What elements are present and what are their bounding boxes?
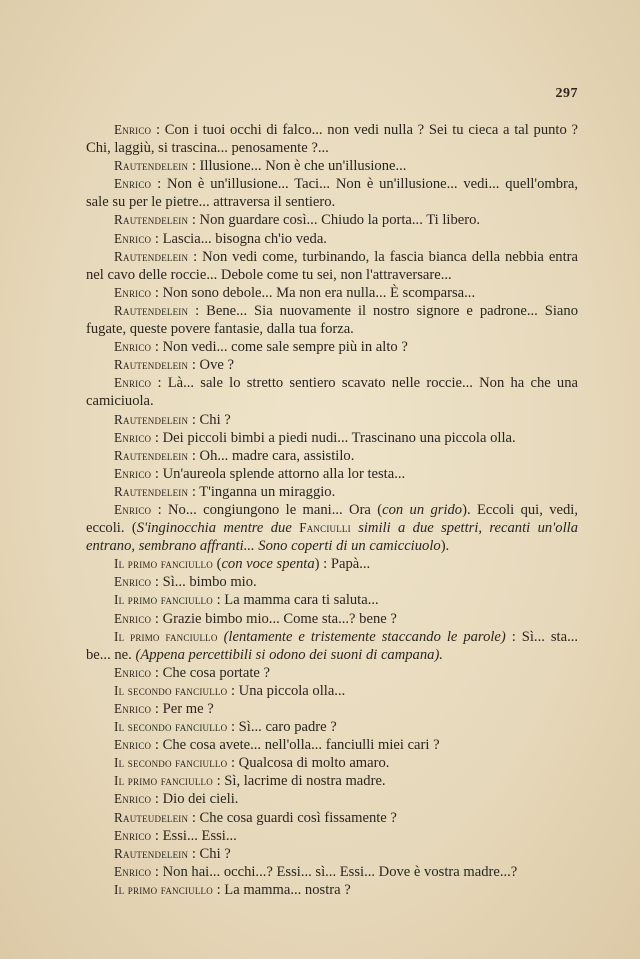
dialogue-line <box>86 790 578 808</box>
speaker-name: Rautendelein <box>114 483 189 499</box>
stage-direction: (Appena percettibili si odono dei suoni di campana). <box>135 646 443 663</box>
dialogue-line <box>86 429 578 447</box>
line-text: : No... congiungono le mani... Ora ( <box>151 501 383 518</box>
dialogue-line <box>86 700 578 718</box>
line-text: : Oh... madre cara, assistilo. <box>188 447 355 464</box>
line-text: : Sì... bimbo mio. <box>151 574 257 591</box>
dialogue-line <box>86 628 578 664</box>
line-text: : Bene... Sia nuovamente il nostro signore e padrone... Siano fugate, queste povere fantasie, dalla tua forza. <box>86 302 578 338</box>
dialogue-line <box>86 736 578 754</box>
speaker-name: Il primo fanciullo <box>114 628 218 644</box>
line-text: : Grazie bimbo mio... Come sta...? bene ? <box>151 610 397 627</box>
speaker-name: Enrico <box>114 827 152 843</box>
dialogue-line <box>86 302 578 338</box>
line-text: : La mamma... nostra ? <box>212 881 351 898</box>
speaker-name: Il primo fanciullo <box>114 881 213 897</box>
dialogue-line <box>86 772 578 790</box>
line-text: : Dio dei cieli. <box>151 791 239 808</box>
dialogue-line <box>86 610 578 628</box>
speaker-name: Enrico <box>114 339 152 355</box>
dialogue-line <box>86 754 578 772</box>
speaker-name: Rautendelein <box>114 411 189 427</box>
dialogue-line <box>86 718 578 736</box>
dialogue-line <box>86 121 578 157</box>
dialogue-line <box>86 573 578 591</box>
line-text: : Non sono debole... Ma non era nulla... È scomparsa... <box>151 284 476 301</box>
stage-direction: simili a due spettri, recanti un'olla entrano, sembrano affranti... Sono coperti di un camicciuolo <box>86 520 578 555</box>
speaker-name: Rautendelein <box>114 248 189 264</box>
line-text: ) : Papà... <box>314 556 371 573</box>
line-text: : Ove ? <box>188 357 234 374</box>
dialogue-line <box>86 447 578 465</box>
line-text: : Un'aureola splende attorno alla lor testa... <box>151 465 406 482</box>
speaker-name: Enrico <box>114 375 152 391</box>
line-text: : Chi ? <box>188 411 231 428</box>
speaker-name: Il primo fanciullo <box>114 592 213 608</box>
line-text: : Non hai... occhi...? Essi... sì... Essi... Dove è vostra madre...? <box>151 863 518 880</box>
dialogue-line <box>86 827 578 845</box>
speaker-name: Il secondo fanciullo <box>114 755 228 771</box>
line-text: : Dei piccoli bimbi a piedi nudi... Trascinano una piccola olla. <box>151 429 516 446</box>
dialogue-line <box>86 591 578 609</box>
speaker-name: Rautendelein <box>114 447 189 463</box>
dialogue-text <box>86 121 578 899</box>
speaker-name: Enrico <box>114 664 152 680</box>
line-text: : Non guardare così... Chiudo la porta... Ti libero. <box>188 212 481 229</box>
stage-direction: (lentamente e tristemente staccando le parole) <box>223 628 506 645</box>
dialogue-line <box>86 845 578 863</box>
speaker-name: Rautendelein <box>114 357 189 373</box>
dialogue-line <box>86 682 578 700</box>
page-number: 297 <box>555 86 578 101</box>
dialogue-line <box>86 374 578 410</box>
line-text: : Non è un'illusione... Taci... Non è un'illusione... vedi... quell'ombra, sale su per le pietre... attraversa il sentiero. <box>86 176 578 211</box>
line-text: : Lascia... bisogna ch'io veda. <box>151 230 327 247</box>
speaker-name: Fanciulli <box>299 520 351 536</box>
speaker-name: Enrico <box>114 122 152 137</box>
speaker-name: Enrico <box>114 791 152 807</box>
speaker-name: Il secondo fanciullo <box>114 719 228 735</box>
dialogue-line <box>86 664 578 682</box>
line-text: : Con i tuoi occhi di falco... non vedi nulla ? Sei tu cieca a tal punto ? Chi, laggiù, si trascina... penosamente ?... <box>86 122 578 157</box>
speaker-name: Enrico <box>114 501 152 517</box>
speaker-name: Enrico <box>114 230 152 246</box>
stage-direction: con voce spenta <box>221 556 315 573</box>
dialogue-line <box>86 157 578 175</box>
dialogue-line <box>86 863 578 881</box>
dialogue-line <box>86 175 578 211</box>
speaker-name: Enrico <box>114 701 152 716</box>
line-text: : Là... sale lo stretto sentiero scavato nelle roccie... Non ha che una camiciuola. <box>86 375 578 410</box>
line-text: : T'inganna un miraggio. <box>188 483 336 500</box>
dialogue-line <box>86 465 578 483</box>
speaker-name: Enrico <box>114 737 152 753</box>
speaker-name: Rautendelein <box>114 212 189 228</box>
dialogue-line <box>86 284 578 302</box>
line-text: : Che cosa avete... nell'olla... fanciulli miei cari ? <box>151 737 440 754</box>
stage-direction: con un grido <box>382 501 463 518</box>
line-text: : Chi ? <box>188 845 231 862</box>
dialogue-line <box>86 483 578 501</box>
speaker-name: Il secondo fanciullo <box>114 682 228 698</box>
dialogue-line <box>86 211 578 229</box>
line-text: ( <box>212 556 222 573</box>
line-text: : Sì... caro padre ? <box>227 719 337 736</box>
line-text: ). <box>440 538 450 555</box>
speaker-name: Enrico <box>114 610 152 626</box>
speaker-name: Il primo fanciullo <box>114 773 213 789</box>
dialogue-line <box>86 411 578 429</box>
speaker-name: Enrico <box>114 284 152 300</box>
line-text: : Una piccola olla... <box>227 682 346 699</box>
line-text: : Sì, lacrime di nostra madre. <box>212 773 386 790</box>
dialogue-line <box>86 356 578 374</box>
stage-direction: S'inginocchia mentre due <box>136 520 300 537</box>
speaker-name: Rautendelein <box>114 158 189 174</box>
line-text: : Non vedi come, turbinando, la fascia bianca della nebbia entra nel cavo delle roccie... Debole come tu sei, non l'attraversare... <box>86 248 578 283</box>
dialogue-line <box>86 809 578 827</box>
line-text: ). Eccoli qui, vedi, eccoli. ( <box>86 501 578 537</box>
speaker-name: Enrico <box>114 465 152 481</box>
speaker-name: Rauteudelein <box>114 809 189 825</box>
dialogue-line <box>86 230 578 248</box>
line-text: : Qualcosa di molto amaro. <box>227 755 390 772</box>
speaker-name: Il primo fanciullo <box>114 556 213 572</box>
line-text: : Essi... Essi... <box>151 827 237 844</box>
line-text: : Che cosa guardi così fissamente ? <box>188 809 397 826</box>
speaker-name: Enrico <box>114 574 152 590</box>
dialogue-line <box>86 501 578 555</box>
dialogue-line <box>86 555 578 573</box>
speaker-name: Enrico <box>114 429 152 445</box>
line-text: : Sì... sta... be... ne. <box>86 628 579 663</box>
speaker-name: Rautendelein <box>114 845 189 861</box>
line-text: : Per me ? <box>151 701 214 717</box>
dialogue-line <box>86 248 578 284</box>
line-text: : Illusione... Non è che un'illusione... <box>188 158 407 175</box>
speaker-name: Rautendelein <box>114 302 189 318</box>
speaker-name: Enrico <box>114 863 152 879</box>
speaker-name: Enrico <box>114 176 152 192</box>
dialogue-line <box>86 338 578 356</box>
line-text: : Che cosa portate ? <box>151 664 270 681</box>
dialogue-line <box>86 881 578 899</box>
line-text: : Non vedi... come sale sempre più in alto ? <box>151 339 408 356</box>
line-text: : La mamma cara ti saluta... <box>212 592 379 609</box>
